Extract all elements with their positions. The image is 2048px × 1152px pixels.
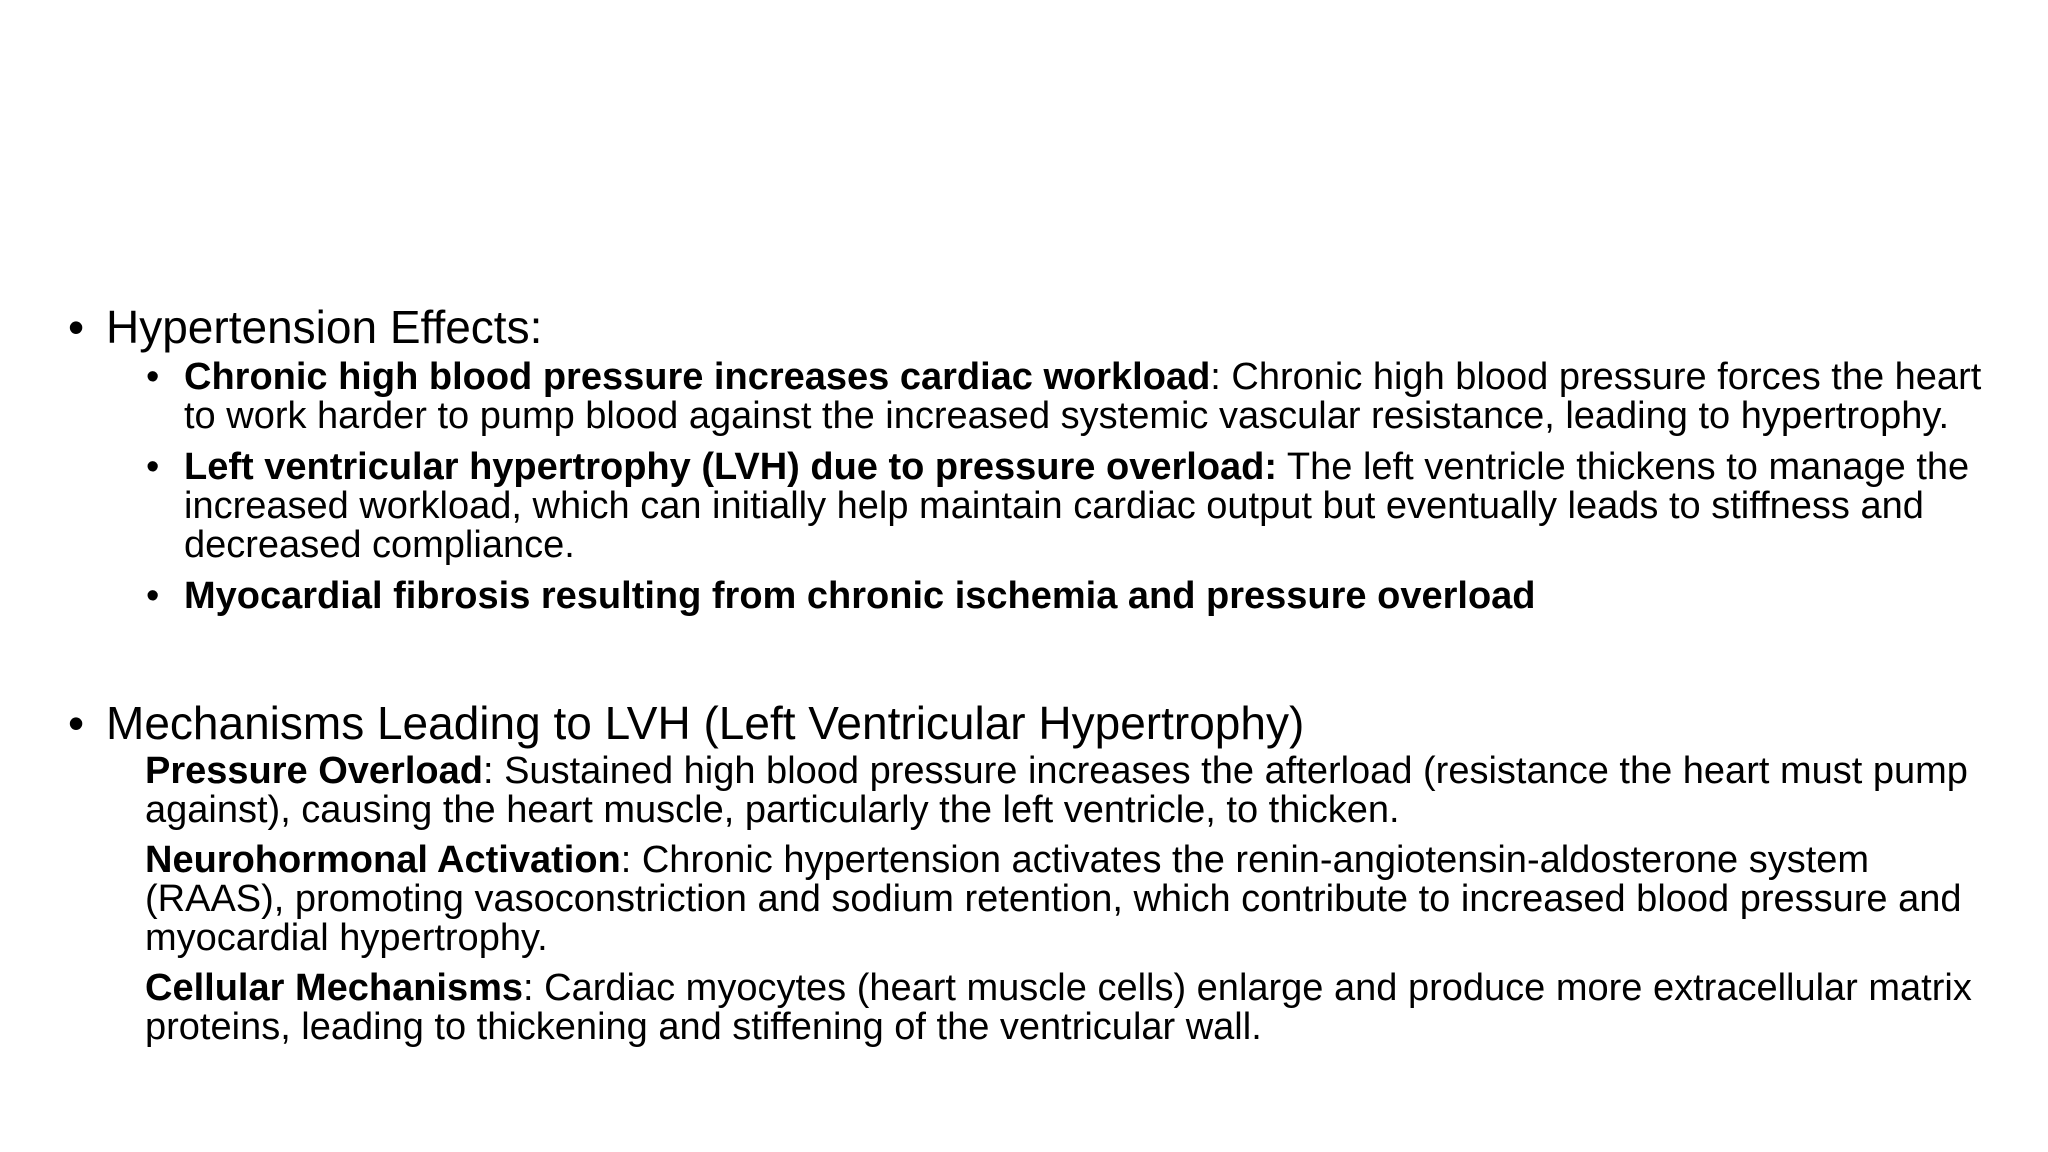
item-bold-text: Pressure Overload	[145, 750, 483, 792]
section-heading-lvh-mechanisms	[68, 696, 2018, 750]
item-text: : Sustained high blood pressure increases the afterload (resistance the heart must pump against), causing the heart muscle, particularly the left ventricle, to thicken.	[145, 750, 1968, 831]
item-text: The left ventricle thickens to manage the increased workload, which can initially help maintain cardiac output but eventually leads to stiffness and decreased compliance.	[184, 446, 1970, 566]
item-bold-text: Myocardial fibrosis resulting from chronic ischemia and pressure overload	[184, 575, 1536, 617]
lvh-mechanisms-list	[68, 752, 2018, 1047]
item-text: : Cardiac myocytes (heart muscle cells) enlarge and produce more extracellular matrix proteins, leading to thickening and stiffening of the ventricular wall.	[145, 967, 1972, 1048]
section-heading-hypertension-effects	[68, 300, 2018, 354]
paragraph-item	[68, 969, 2018, 1047]
bullet-icon: •	[68, 301, 85, 353]
item-text: : Chronic hypertension activates the renin-angiotensin-aldosterone system (RAAS), promoting vasoconstriction and sodium retention, which contribute to increased blood pressure and myocardial hypertrophy.	[145, 839, 1962, 959]
list-item	[68, 358, 2018, 436]
bullet-icon: •	[146, 575, 160, 617]
item-bold-text: Neurohormonal Activation	[145, 839, 621, 881]
bullet-icon: •	[146, 446, 160, 488]
item-bold-text: Chronic high blood pressure increases cardiac workload	[184, 356, 1211, 398]
bullet-icon: •	[146, 356, 160, 398]
list-item	[68, 577, 2018, 616]
item-text: : Chronic high blood pressure forces the heart to work harder to pump blood against the increased systemic vascular resistance, leading to hypertrophy.	[184, 356, 1982, 437]
hypertension-effects-list	[68, 358, 2018, 616]
list-item	[68, 448, 2018, 565]
section-spacer	[68, 628, 2018, 696]
slide-content	[68, 300, 2018, 1058]
item-bold-text: Cellular Mechanisms	[145, 967, 524, 1009]
paragraph-item	[68, 752, 2018, 830]
heading-text: Mechanisms Leading to LVH (Left Ventricular Hypertrophy)	[106, 697, 1305, 749]
heading-text: Hypertension Effects:	[106, 301, 543, 353]
paragraph-item	[68, 841, 2018, 958]
item-bold-text: Left ventricular hypertrophy (LVH) due to pressure overload:	[184, 446, 1278, 488]
bullet-icon: •	[68, 697, 85, 749]
